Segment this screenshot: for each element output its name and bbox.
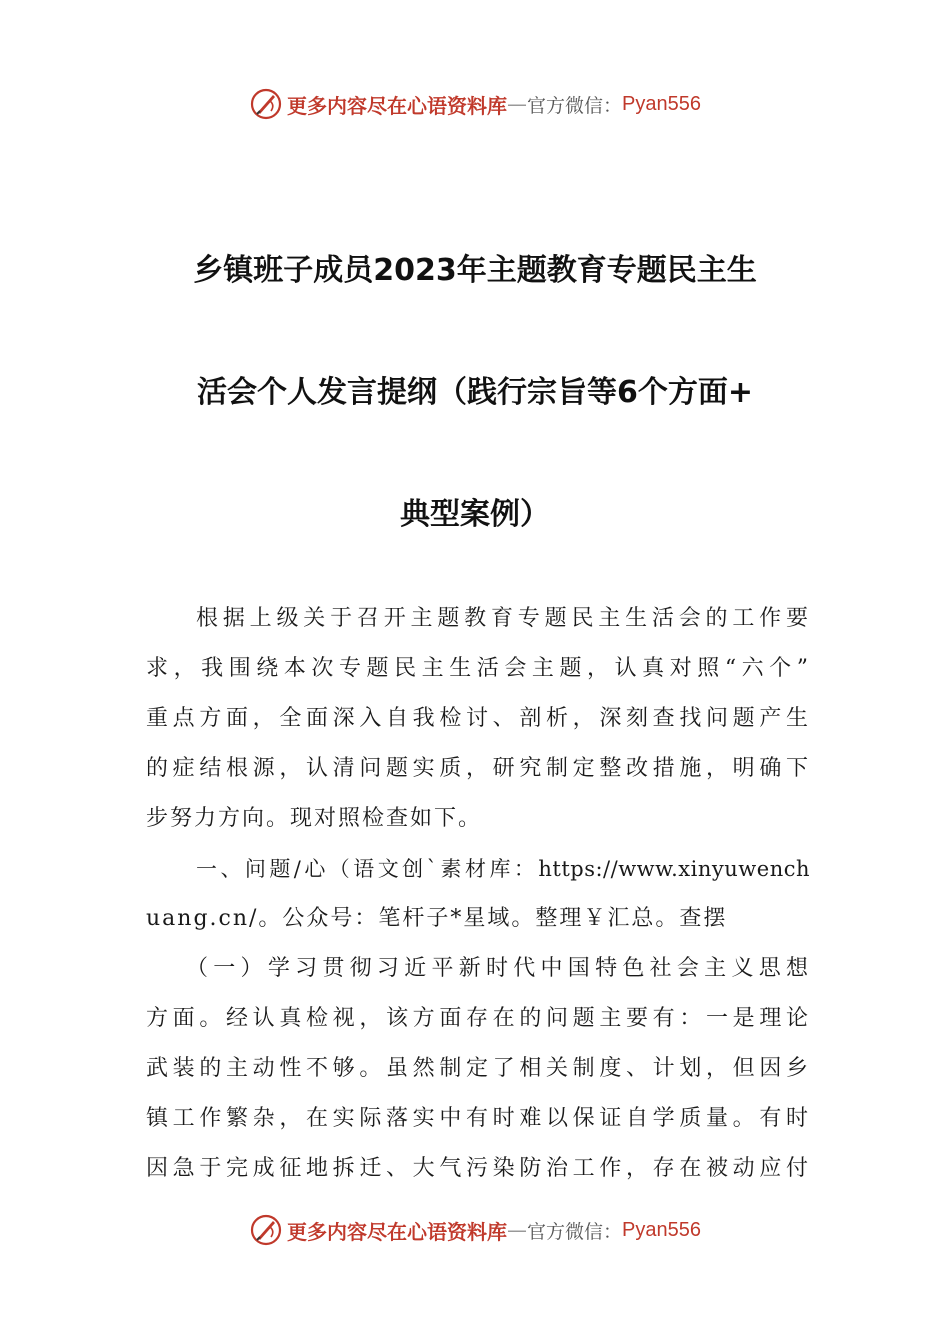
wechat-id: Pyan556 [622, 1218, 701, 1241]
site-name: 更多内容尽在心语资料库 [287, 1219, 507, 1244]
body-line: 镇工作繁杂，在实际落实中有时难以保证自学质量。有时 [146, 1106, 810, 1131]
body-line: 根据上级关于召开主题教育专题民主生活会的工作要 [196, 606, 810, 631]
body-line: 重点方面，全面深入自我检讨、剖析，深刻查找问题产生 [146, 706, 810, 731]
body-line: 因急于完成征地拆迁、大气污染防治工作，存在被动应付 [146, 1156, 810, 1181]
body-line: uang.cn/。公众号：笔杆子*星域。整理￥汇总。查摆 [146, 906, 728, 931]
title-line: 乡镇班子成员2023年主题教育专题民主生 [193, 253, 757, 288]
site-name: 更多内容尽在心语资料库 [287, 93, 507, 118]
header-banner [0, 84, 950, 124]
body-line: 武装的主动性不够。虽然制定了相关制度、计划，但因乡 [146, 1056, 810, 1081]
body-line: 步努力方向。现对照检查如下。 [146, 806, 483, 831]
body-line: 求，我围绕本次专题民主生活会主题，认真对照“六个” [146, 656, 810, 681]
document-body [146, 594, 810, 1194]
footer-banner [0, 1210, 950, 1250]
banner-dash: — [507, 1218, 527, 1242]
body-line: 方面。经认真检视，该方面存在的问题主要有：一是理论 [146, 1006, 810, 1031]
official-wechat-label: 官方微信： [527, 1220, 623, 1243]
wechat-id: Pyan556 [622, 92, 701, 115]
quill-logo-icon [249, 1213, 283, 1247]
banner-dash: — [507, 92, 527, 116]
document-title [120, 210, 830, 576]
title-line: 活会个人发言提纲（践行宗旨等6个方面+ [196, 375, 753, 410]
official-wechat-label: 官方微信： [527, 94, 623, 117]
body-line: （一）学习贯彻习近平新时代中国特色社会主义思想 [186, 956, 810, 981]
body-line: 的症结根源，认清问题实质，研究制定整改措施，明确下 [146, 756, 810, 781]
title-line: 典型案例） [400, 497, 550, 532]
quill-logo-icon [249, 87, 283, 121]
body-line: 一、问题/心（语文创`素材库：https://www.xinyuwench [196, 857, 810, 881]
